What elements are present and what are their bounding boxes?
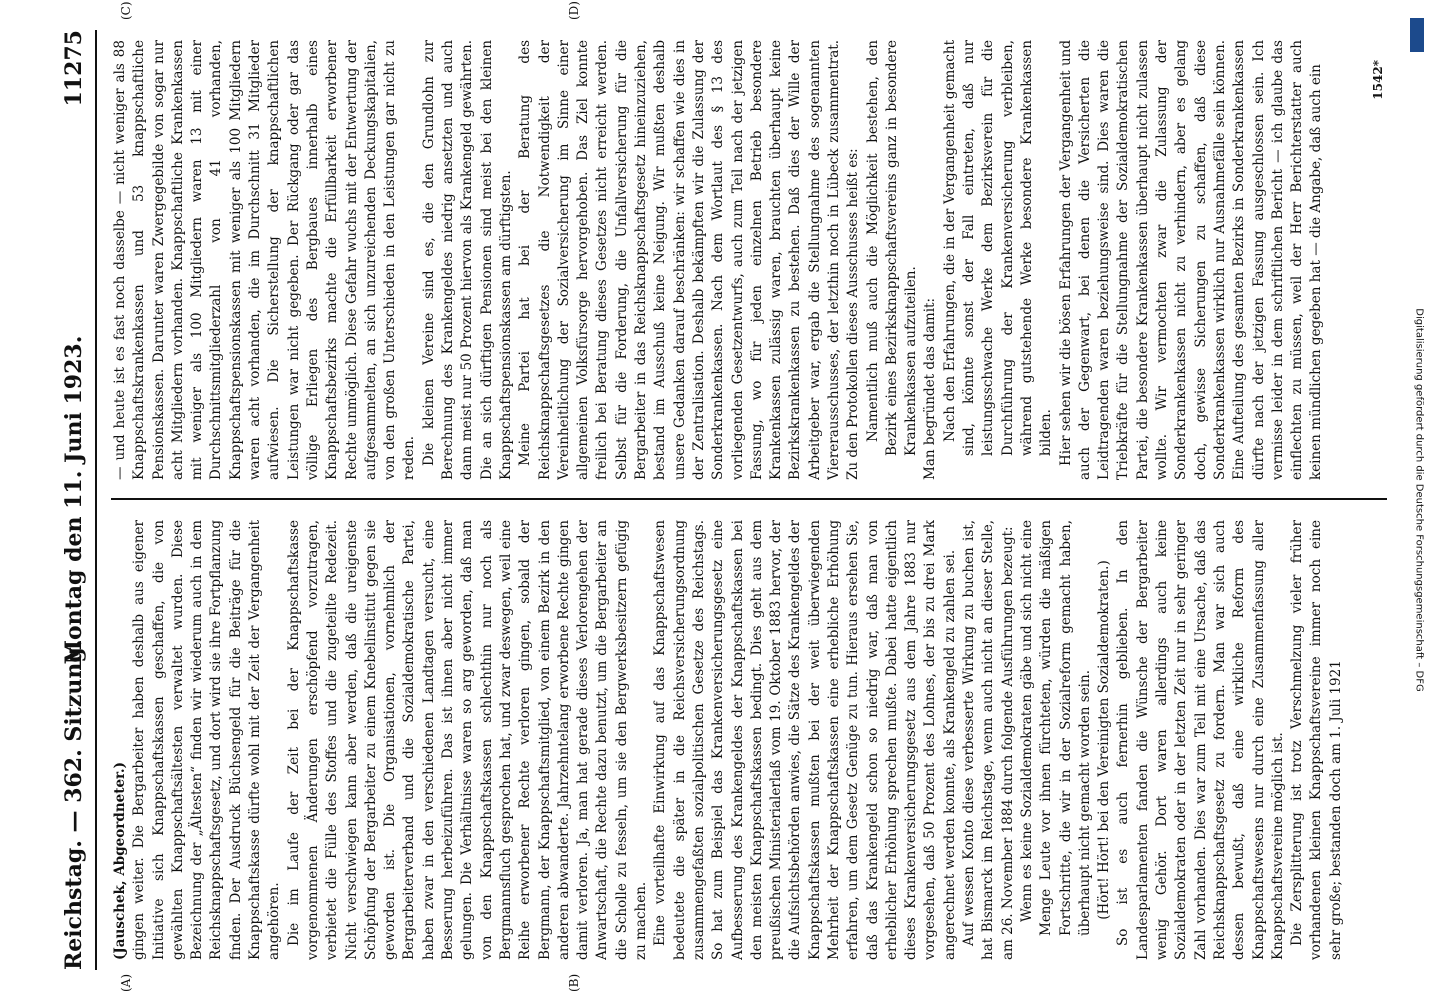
speaker-line: (Jauschek, Abgeordneter.) [112,761,128,960]
interjection: (Hört! Hört! bei den Vereinigten Sozialdemokraten.) [1096,560,1113,920]
paragraph: Eine vorteilhafte Einwirkung auf das Knappschaftswesen bedeutete die später in die Reichsversicherungsordnung zusammengefaßten sozialpolitischen Gesetze des Reichstags. So hat zum Beispiel das Krankenversicherungsgesetz eine Aufbesserung des Krankengeldes der Knappschaftskassen bei den meisten Knappschaftskassen bedingt. Dies geht aus dem preußischen Ministerialerlaß vom 19. Oktober 1883 hervor, der die Aufsichtsbehörden anwies, die Sätze des Krankengeldes der Knappschaftskassen mußten bei der weit überwiegenden Mehrheit der Knappschaftskassen eine erhebliche Erhöhung erfahren, um dem Gesetz Genüge zu tun. Hieraus ersehen Sie, daß das Krankengeld schon so niedrig war, daß man von erheblicher Erhöhung sprechen mußte. Dabei hatte eigentlich dieses Krankenversicherungsgesetz aus dem Jahre 1883 nur vorgesehen, daß 50 Prozent des Lohnes, der bis zu drei Mark angerechnet werden konnte, als Krankengeld zu zahlen sei. [652,520,958,960]
margin-mark-d: (D) [567,1,581,20]
paragraph: Hier sehen wir die bösen Erfahrungen der Vergangenheit und auch der Gegenwart, bei denen die Versicherten die Leidtragenden waren beziehungsweise sind. Dies waren die Triebkräfte für die Stellungnahme der Sozialdemokratischen Partei, die besondere Krankenkassen überhaupt nicht zulassen wollte. Wir vermochten zwar die Zulassung der Sonderkrankenkassen nicht zu verhindern, aber es gelang doch, gewisse Sicherungen zu schaffen, daß diese Sonderkrankenkassen wirklich nur Ausnahmefälle sein können. Eine Aufteilung des gesamten Bezirks in Sonderkrankenkassen dürfte nach der jetzigen Fassung ausgeschlossen sein. Ich vermisse leider in dem schriftlichen Bericht — ich glaube das einflechten zu müssen, weil der Herr Berichterstatter auch keinen mündlichen gegeben hat — die Angabe, daß auch ein [1057,40,1325,480]
credit-text: Digitalisierung gefördert durch die Deutsche Forschungsgemeinschaft – DFG [1413,308,1425,692]
paragraph: Die kleinen Vereine sind es, die den Grundlohn zur Berechnung des Krankengeldes niedrig ansetzten und auch dann meist nur 50 Prozent hiervon als Krankengeld gewährten. Die an sich dürftigen Pensionen sind meist bei den kleinen Knappschaftspensionskassen am dürftigsten. [420,40,514,480]
paragraph: — und heute ist es fast noch dasselbe — nicht weniger als 88 Knappschaftskrankenkassen und 53 knappschaftliche Pensionskassen. Darunter waren Zwergegebilde von sogar nur acht Mitgliedern vorhanden. Knappschaftliche Krankenkassen mit weniger als 100 Mitgliedern waren 13 mit einer Durchschnittsmitgliederzahl von 41 vorhanden, Knappschaftspensionskassen mit weniger als 100 Mitgliedern waren acht vorhanden, die im Durchschnitt 31 Mitglieder aufwiesen. Die Sicherstellung der knappschaftlichen Leistungen war nicht gegeben. Der Rückgang oder gar das völlige Erliegen des Bergbaues innerhalb eines Knappschaftsbezirks machte die Erfüllbarkeit erworbener Rechte unmöglich. Diese Gefahr wuchs mit der Entwertung der aufgesammelten, an sich unzureichenden Deckungskapitalien, von den großen Unterschieden in den Leistungen gar nicht zu reden. [112,40,418,480]
digitization-credit [1408,10,1430,990]
header-left: Reichstag. — 362. Sitzung. [61,639,87,970]
paragraph: Die im Laufe der Zeit bei der Knappschaftskasse vorgenommenen Änderungen erschöpfend vorzutragen, verbietet die Fülle des Stoffes und die zugeteilte Redezeit. Nicht verschwiegen kann aber werden, daß die ureigenste Schöpfung der Bergarbeiter zu einem Knebelinstitut gegen sie geworden ist. Die Organisationen, vornehmlich der Bergarbeiterverband und die Sozialdemokratische Partei, haben zwar in den verschiedenen Landtagen versucht, eine Besserung herbeizuführen. Das ist ihnen aber nicht immer gelungen. Die Verhältnisse waren so arg geworden, daß man von den Knappschaftskassen schlechthin nur noch als Bergmannsfluch gesprochen hat, und zwar deswegen, weil eine Reihe erworbener Rechte verloren gingen, sobald der Bergmann, der Knappschaftsmitglied, von einem Bezirk in den anderen abwanderte. Jahrzehntelang erworbene Rechte gingen damit verloren. Ja, man hat gerade dieses Verlorengehen der Anwartschaft, die Rechte dazu benutzt, um die Bergarbeiter an die Scholle zu fesseln, um sie den Bergwerksbesitzern gefügig zu machen. [285,520,650,960]
margin-mark-c: (C) [119,1,133,20]
rotated-page [27,0,1407,1000]
right-column [111,40,1389,480]
page-header [55,30,97,970]
quotation: Wenn es keine Sozialdemokraten gäbe und sich nicht eine Menge Leute vor ihnen fürchteten, würden die mäßigen Fortschritte, die wir in der Sozialreform gemacht haben, überhaupt nicht gemacht worden sein. [1018,520,1093,936]
column-divider [111,498,1387,500]
paragraph: Auf wessen Konto diese verbesserte Wirkung zu buchen ist, hat Bismarck im Reichstage, wenn auch nicht an dieser Stelle, am 26. November 1884 durch folgende Ausführungen bezeugt: [961,520,1016,960]
paragraph: Meine Partei hat bei der Beratung des Reichsknappschaftsgesetzes die Notwendigkeit der Vereinheitlichung der Sozialversicherung im Sinne einer allgemeinen Volksfürsorge hervorgehoben. Das Ziel konnte freilich bei Beratung dieses Gesetzes nicht erreicht werden. Selbst für die Forderung, die Unfallversicherung für die Bergarbeiter in das Reichsknappschaftsgesetz hineinzuziehen, bestand im Ausschuß keine Neigung. Wir mußten deshalb unsere Gedanken darauf beschränken: wir schaffen wie dies in der Zentralisation. Deshalb bekämpften wir die Zulassung der Sonderkrankenkassen. Nach dem Wortlaut des § 13 des vorliegenden Gesetzentwurfs, auch zum Teil nach der jetzigen Fassung, wo für jeden einzelnen Betrieb besondere Krankenkassen zulässig waren, brauchten überhaupt keine Bezirkskrankenkassen zu bestehen. Daß dies der Wille der Arbeitgeber war, ergab die Stellungnahme des sogenannten Viererausschusses, der letzthin noch in Lübeck zusammentrat. Zu den Protokollen dieses Ausschusses heißt es: [517,40,862,480]
dfg-logo-icon [1410,18,1424,52]
paragraph: So ist es auch fernerhin geblieben. In den Landesparlamenten fanden die Wünsche der Bergarbeiter wenig Gehör. Dort waren allerdings auch keine Sozialdemokraten oder in der letzten Zeit nur in sehr geringer Zahl vorhanden. Dies war zum Teil mit eine Ursache, daß das Reichsknappschaftsgesetz zu fordern. Man war sich auch dessen bewußt, daß eine wirkliche Reform des Knappschaftswesens nur durch eine Zusammenfassung aller Knappschaftsvereine möglich ist. [1115,520,1286,960]
paragraph: gingen weiter. Die Bergarbeiter haben deshalb aus eigener Initiative sich Knappschaftskassen geschaffen, die von gewählten Knappschaftsältesten verwaltet wurden. Diese Bezeichnung der „Ältesten“ finden wir wiederum auch in dem Reichsknappschaftsgesetz, und dort wird sie ihre Fortpflanzung finden. Der Ausdruck Büchsengeld für die Beiträge für die Knappschaftskasse dürfte wohl mit der Zeit der Vergangenheit angehören. [131,520,283,960]
paragraph: Die Zersplitterung ist trotz Verschmelzung vieler früher vorhandenen kleinen Knappschaftsvereine immer noch eine sehr große; bestanden doch am 1. Juli 1921 [1289,520,1344,960]
paragraph: Man begründet das damit: [922,297,939,480]
header-date: Montag den 11. Juni 1923. [61,335,87,665]
quotation: Nach den Erfahrungen, die in der Vergangenheit gemacht sind, könnte sonst der Fall eintreten, daß nur leistungsschwache Werke dem Bezirksverein für die Durchführung der Krankenversicherung verbleiben, während gutstehende Werke besondere Krankenkassen bilden. [941,40,1055,456]
page-number: 11275 [61,30,87,107]
quotation: Namentlich muß auch die Möglichkeit bestehen, den Bezirk eines Bezirksknappschaftsvereins ganz in besondere Krankenkassen aufzuteilen. [864,40,920,456]
sheet-number: 1542* [1371,60,1385,100]
margin-mark-b: (B) [567,973,581,992]
margin-mark-a: (A) [119,973,133,992]
left-column [111,520,1389,960]
